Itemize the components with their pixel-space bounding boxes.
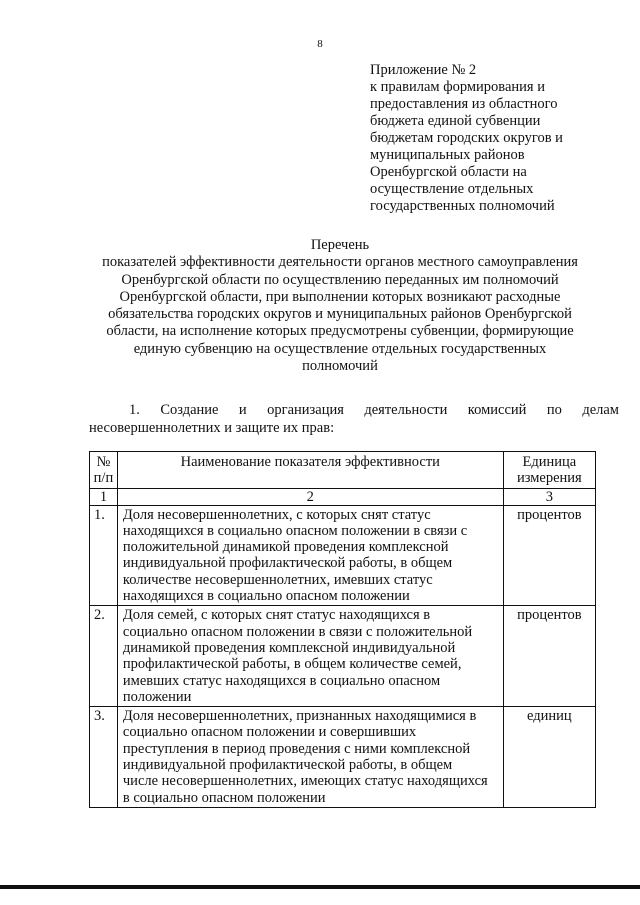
title-line: показателей эффективности деятельности органов местного самоуправления — [102, 254, 578, 271]
indicator-name: Доля семей, с которых снят статус находящихся в социально опасном положении в связи с положительной динамикой проведения комплексной индивидуальной профилактической работы, в общем количестве семей, имевших статус находящихся в социально опасном положении — [117, 606, 503, 707]
unit-of-measure: процентов — [503, 606, 595, 707]
indicator-name: Доля несовершеннолетних, признанных находящимися в социально опасном положении и совершивших преступления в период проведения с ними комплексной индивидуальной профилактической работы, в общем числе несовершеннолетних, имеющих статус находящихся в социально опасном положении — [117, 707, 503, 808]
document-title — [60, 237, 620, 375]
page-number: 8 — [317, 38, 323, 50]
table-header-row — [90, 452, 596, 489]
table-row — [90, 606, 596, 707]
appendix-line: к правилам формирования и — [370, 79, 545, 95]
column-number: 2 — [117, 488, 503, 505]
indicator-name: Доля несовершеннолетних, с которых снят статус находящихся в социально опасном положении в связи с положительной динамикой проведения комплексной индивидуальной профилактической работы, в общем количестве несовершеннолетних, имевших статус находящихся в социально опасном положении — [117, 505, 503, 606]
appendix-block — [370, 62, 630, 215]
appendix-line: Приложение № 2 — [370, 62, 477, 78]
bottom-scan-border — [0, 885, 640, 889]
row-number: 2. — [90, 606, 118, 707]
indicators-table — [89, 451, 596, 808]
section-line: несовершеннолетних и защите их прав: — [89, 420, 335, 436]
title-line: Оренбургской области, при выполнении которых возникают расходные — [119, 288, 561, 305]
section-heading — [89, 401, 619, 437]
appendix-line: бюджетам городских округов и — [370, 130, 563, 146]
row-number: 3. — [90, 707, 118, 808]
column-number: 1 — [90, 488, 118, 505]
section-line: 1. Создание и организация деятельности комиссий по делам — [129, 402, 619, 418]
appendix-line: муниципальных районов — [370, 147, 525, 163]
unit-of-measure: процентов — [503, 505, 595, 606]
table-row — [90, 505, 596, 606]
appendix-line: Оренбургской области на — [370, 164, 527, 180]
appendix-line: бюджета единой субвенции — [370, 113, 541, 129]
title-line: Оренбургской области по осуществлению переданных им полномочий — [121, 271, 559, 288]
header-indicator-name: Наименование показателя эффективности — [117, 452, 503, 489]
appendix-line: предоставления из областного — [370, 96, 558, 112]
header-unit: Единица измерения — [503, 452, 595, 489]
title-line: полномочий — [302, 358, 378, 375]
title-line: обязательства городских округов и муниципальных районов Оренбургской — [108, 306, 572, 323]
appendix-line: государственных полномочий — [370, 198, 555, 214]
title-heading: Перечень — [310, 237, 370, 253]
table-row — [90, 707, 596, 808]
unit-of-measure: единиц — [503, 707, 595, 808]
row-number: 1. — [90, 505, 118, 606]
appendix-line: осуществление отдельных — [370, 181, 534, 197]
column-numbering-row — [90, 488, 596, 505]
title-line: единую субвенцию на осуществление отдельных государственных — [133, 340, 547, 357]
title-line: области, на исполнение которых предусмотрены субвенции, формирующие — [106, 323, 574, 340]
header-number: № п/п — [90, 452, 118, 489]
column-number: 3 — [503, 488, 595, 505]
